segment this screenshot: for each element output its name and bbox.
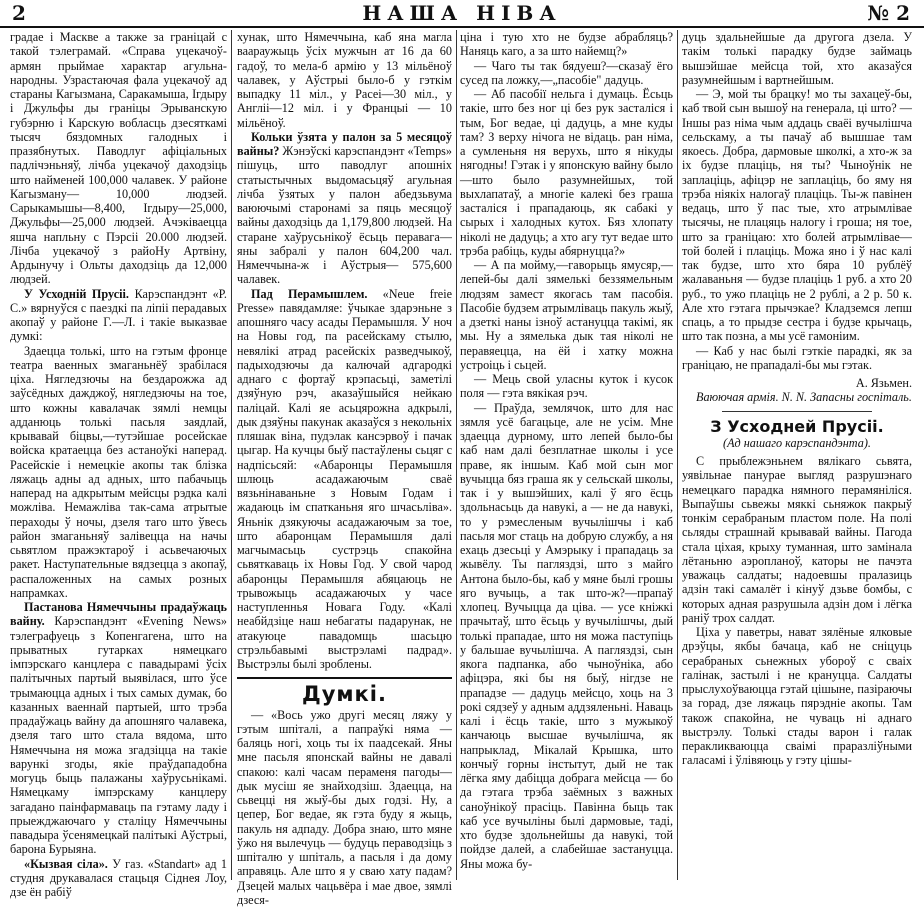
- section-title: Думкі.: [237, 687, 452, 701]
- article-heading: Пад Перамышлем.: [251, 287, 367, 301]
- article-heading: Пастанова Нямеччыны прадаўжаць вайну.: [10, 600, 227, 628]
- page-number-left: 2: [12, 1, 26, 25]
- article-text: Карэспандэнт «Р. С.» вярнуўся с паездкі па ліпіі перадавых акопаў у районе Г.—Л. і такіе выказвае думкі:: [10, 287, 227, 344]
- article-paragraph: — Аб пасобії нельга і думаць. Ёсьць такіе, што без ног ці без рук засталіся і тым, Бог ведае, ці дадуць, а мне куды там? З верху нічога не відаць. ран німа, а сумленьня ня верухь, што я нікуды нягодны! Гэтак і у японскую вайну было—што было разумнейшых, той выхлапатаў, а многіе калекі без граша засталіся і прападаюць, як сабакі у сырых і халодных кутох. Бяз хлопату ніколі не дадуць; а хто агу тут ведае што трэба рабіць, куды абярнуцца?»: [460, 87, 673, 258]
- article-paragraph: ціна і тую хто не будзе абрабляць? Наняць каго, а за што найемщ?»: [460, 30, 673, 59]
- newspaper-title: НАША НІВА: [0, 1, 924, 25]
- article-source: Ваюючая армія. N. N. Запасны госпіталь.: [682, 390, 912, 404]
- column-divider: [456, 30, 457, 880]
- article-paragraph: С прыблежэньнем вялікаго сьвята, уявільнае панурае выгляд разрушэнаго немецкаго парадка нямного перамяніліся. Выпаўшы сьвежы мяккі сьняжок пакрыў тонкім серабраным пластом поле. На полі сьляды страшнай крывавай вайны. Пагода стала ціхая, крыху туманная, што замінала лётаньню аэропланоў, каторы не пачэта уважаць салдаты; надоевшы пралазиць адзін такі самалёт і кінуў дзьве бомбы, с которых адная разрушыла адзін дом і лёгка раніў трох салдат.: [682, 454, 912, 625]
- column-2: [237, 30, 452, 880]
- article-paragraph: Ціха у паветры, нават зялёные ялковые дрэўцы, якбы бачаца, каб не сніцуць серабраных сьнежных убороў с сваіх галінак, застылі і не крануцца. Салдаты прыслухоўваюцца гэтай цішыне, пазіраючы за горад, дзе ляжаць пярэдніе акопы. Там також спакойна, не чуваць ні аднаго выстрэлу. Толькі стады варон і галак перакликваюцца сваімі праразліўными галасамі і ўлівяюць у гэту цішы-: [682, 625, 912, 768]
- article-heading: У Усходній Прусіі.: [24, 287, 129, 301]
- article-paragraph: — «Вось ужо другі месяц ляжу у гэтым шпіталі, а папраўкі няма — баляць ногі, хоць ты іх паадсекай. Яны мне пасьля японскай вайны не давалі спакою: калі часам пераменя пагоды—дык мусіш яе знайходзіш. Здаецца, на сьвецці ня жыў-бы дых годзі. Ну, а цепер, Бог ведае, як гэта буду я жыць, пакуль ня адпаду. Добра знаю, што мяне ўжо ня вылечуць — будуць пераводзіць з шпіталю у шпіталь, а пасьля і да дому аправяць. Але што я у сваю хату падам? Дзецей малых чацьвёра і мае двое, зямлі дзеся-: [237, 708, 452, 907]
- article-paragraph: Здаецца толькі, што на гэтым фронце театра ваенных змаганьнёў зрабілася ціха. Нягледзючы на бездарожжа ад заўсёдных дажджоў, нягледзючы на тое, што кожны кавалачак зямлі немцы адданюць толькі пасьля заядлай, крывавай біцвы,—тутэйшае росейскае войска кратаецца без астаноўкі наперад. Расейскіе і немецкіе акопы так блізка ляжаць адны ад адных, што пабачыць наперад на адкрытым мейсцы рэдка калі можліва. Немажліва так-сама атрытые пераходы ў ночы, дзеля таго што ўвесь район змаганьняў залівецца на начы сьвятлом пражэктароў і асьвечаючых ракет. Наступательные вядзецца з акопаў, распаложенных на самых розных напрамках.: [10, 344, 227, 601]
- column-divider: [231, 30, 232, 880]
- article-heading: «Кызвая сіла».: [24, 857, 108, 871]
- column-4: [682, 30, 912, 880]
- article-heading: Кольки ўзята у палон за 5 месяцоў вайны?: [237, 130, 452, 158]
- column-divider: [677, 30, 678, 880]
- article-paragraph: — Мець свой уласны куток і кусок поля — гэта вякікая рэч.: [460, 372, 673, 401]
- masthead: [0, 0, 924, 28]
- section-rule: [237, 677, 452, 679]
- article-paragraph: хунак, што Нямеччына, каб яна магла ваараужыць ўсіх мужчын ат 16 да 60 гадоў, то мела-б армію у 13 мільёноў чалавек, у Аўстрыі было-б у гэткім выпадку 11 міл., у Расеі—30 міл., у Англіі—12 міл. і у Францыі — 10 мільёноў.: [237, 30, 452, 130]
- article-paragraph: дуць здальнейшые да другога дзела. У такім толькі парадку будзе займаць вышэйшае мейсца той, хто аказаўся разумнейшым і вартнейшым.: [682, 30, 912, 87]
- article-paragraph: — Праўда, землячок, што для нас зямля усё багацьце, але не усім. Мне здаецца дурному, што лепей было-бы каб нам далі безплатнае школы і усе праве, як іншым. Каб мой сын мог вучыцца бяз граша як у сельскай школы, так і у вышэйших, калі ў яго ёсць здольнасьць да навукі, а — не да навукі, то у рэмесленым вучылішчы і каб пасьля мог стаць на добрую службу, а ня ехаць дзесьці у Амэрыку і прападаць за жывёлу. Ты пагляздзі, што з майго Антона было-бы, каб у мяне былі грошы яго вучыць, а так што-ж?—прапаў хлопец. Вучыцца да ціва. — усе кніжкі прачытаў, што ёсьць у вучылішчы, дый толькі прападае, што ня можа паступіць у бальшае вучылішча. А пагляздзі, сын якога падпанка, або чыноўніка, або афіцэра, які бы ня быў, нігдзе не прападзе — дадуць мейсцо, хоць на 3 рокі сядзеў у адным аддзяленьні. Наваць калі і ёсць такіе, што з мужыкоў канчаюць высшае вучылішча, як напрыклад, Мікалай Крышка, што кончыў горны інстытут, дый не так лёгка яму дабіцца добрага мейсца — бо да гэтага трэба заёмных з важных саноўнікоў прасіць. Павінна быць так каб усе вучыліны былі дармовые, таді, хто будзе здольнейшы да навукі, той пойдзе далей, а слабейшае застануцца. Яны можа бу-: [460, 401, 673, 871]
- column-3: [460, 30, 673, 880]
- article-text: Карэспандэнт «Evening News» тэлеграфуець з Копенгагена, што на прыватных гутарках нямецкаго імпэрскаго канцлера с павадырамі ўсіх палітычных партый выявілася, што ўсе трымаюцца адных і тых самых думак, бо казанных ваеннай партыей, што трэба прадаўжаць вайну да апошняго чалавека, дзеля таго што стала вядома, што Нямеччына ня можа згадзіцца на такіе варункі згоды, якіе праўдападобна могуць быць палажаны хаўрусьнікамі. Нямецкаму імпэрскаму канцлеру загадано паінфармаваць па гэтаму ладу і прыежджаючаго у сталіцу Нямеччыны павадыра ўсенямецкай палітыкі Аўстрыі, барона Бурыяна.: [10, 614, 227, 856]
- author-signature: А. Язьмен.: [682, 376, 912, 390]
- article-paragraph: — Э, мой ты брацку! мо ты захацеў-бы, каб твой сын вышоў на генерала, ці што? — Іншы раз німа чым аддаць сваёі вучылішча сельскаму, а ты пачаў аб вышшае там якоесь. Добра, дармовые школкі, а хто-ж за іх будзе плаціць, ня ты? Чыноўнік не заплаціць, афіцэр не заплаціць, бо яму ня трэба ніякіх налогаў плаціць. Ты-ж павінен ведаць, што ў пас тые, хто атрымлівае тысячы, не плацяць налогу і гроша; ня тое, што за граніцаю: хто болей атрымлівае—той болей і плаціць. Можа яно і ў нас калі так будзе, што хто бяра 10 рублёў жалаваньня — будзе плаціць 1 руб. а хто 20 руб., то ужо плаціць не 2 рублі, а 2 р. 50 к. Але хто гэтага прычэкае? Кладземся лепш спаць, а то прыдзе сестра і будзе крычаць, што так позна, а мы усё гамоніим.: [682, 87, 912, 344]
- article-text: «Neue freie Presse» павядамляе: ўчыкае здарэньне з апошняго часу асады Перамышля. У ноч на Новы год, па расейскаму стылю, невялікі атрад расейскіх разведчыкоў, падыходзючы да калючай адгародкі аднаго с фортаў крэпасьці, заметілі дзяўную рэч, аказаўшыйся нейкаю паліцай. Калі яе асьцярожна адкрылі, дык дзяўны пакунак аказаўся з некольніх пляшак віна, пудэлак кансэрвоў і пачак цыгар. На кучцы быў пастаўлены сьцяг с надпісьсяй: «Абаронцы Перамышля шлюць асадажаючым сваё вязьнінаваньне з Новым Годам і жадаюць ім спатканьня яго шчасьліва». Яньнік дзякуючы асадажаючым за тое, што абаронцам Перамышля далі магчымасьць сустрэць спакойна сьвяткаваць іх Новы Год. У свой чарод абаронцы Перамышля абяцаюць не трывожыць асадажаючых у часе наступленнья Новага Году. «Калі неабйдзіце наш небагаты падарунак, не атакуюце павадомщь шасьцю стрэльбавымі выстрэламі падрад». Выстрэлы былі зроблены.: [237, 287, 452, 672]
- section-title: З Усходней Прусіі.: [682, 420, 912, 434]
- article-paragraph: — Чаго ты так бядуеш?—сказаў ёго сусед па ложку,—„пасобіе" дадуць.: [460, 59, 673, 88]
- section-subtitle: (Ад нашаго карэспандэнта).: [682, 436, 912, 450]
- article-text: У газ. «Standart» ад 1 студня друкавалася стацьця Сіднея Лоу, дзе ён рабіў: [10, 857, 227, 900]
- article-paragraph: — Каб у нас былі гэткіе парадкі, як за граніцаю, не прападалі-бы мы гэтак.: [682, 344, 912, 373]
- article-text: Жэнэўскі карэспандэнт «Temps» пішуць, што паводлуг апошніх статыстычных выдомасьцяў агульная лічба ўзятых у палон абедзьвума ваюючымі старонамі за пяць месяцоў вайны даходзіць да 1,179,800 людзей. На старане хаўрусьнікоў ёсьць перавага—яны забралі у палон 604,200 чал. Нямеччына-ж і Аўстрыя— 575,600 чалавек.: [237, 144, 452, 286]
- column-1: [10, 30, 227, 880]
- article-paragraph: — А па мойму,—гаворыць ямусяр,—лепей-бы далі зямелькі беззямельным людзям замест якогась там пасобія. Пасобіе будзем атрымліваць пакуль жыў, а дзеткі наны ізноў астануцца такімі, як мы. Ну а зямелька дык тая ніколі не перавяецца, на ёй і хатку можна устроіць і сьцей.: [460, 258, 673, 372]
- section-rule: [722, 411, 872, 412]
- issue-number: № 2: [867, 1, 910, 25]
- article-paragraph: градае і Маскве а также за граніцай с такой тэлеграмай. «Справа уцекачоў-армян прыймае характар агульна-народны. Узрастаючая фала уцекачоў ад стараны Кагызмана, Саракамыша, Ігдыру і Джульфы ды граніцы Эрыванскую губэрню і Карскую вобласць дзесяткамі тысяч бяздомных галодных і празябнутых. Паводлуг афіціальных падлічэньняў, лічба уцекачоў даходзіць што найменей 100,000 чалавек. У районе Кагызману— 10,000 людзей. Сарыкамышы—8,400, Ігдыру—25,000, Джульфы—25,000 людзей. Ачэківаецца яшча напльну с Пэрсіі 20.000 людзей. Лічба уцекачоў з райоНу Артвіну, Ардынучу і Ольты даходзіць да 12,000 людзей.: [10, 30, 227, 287]
